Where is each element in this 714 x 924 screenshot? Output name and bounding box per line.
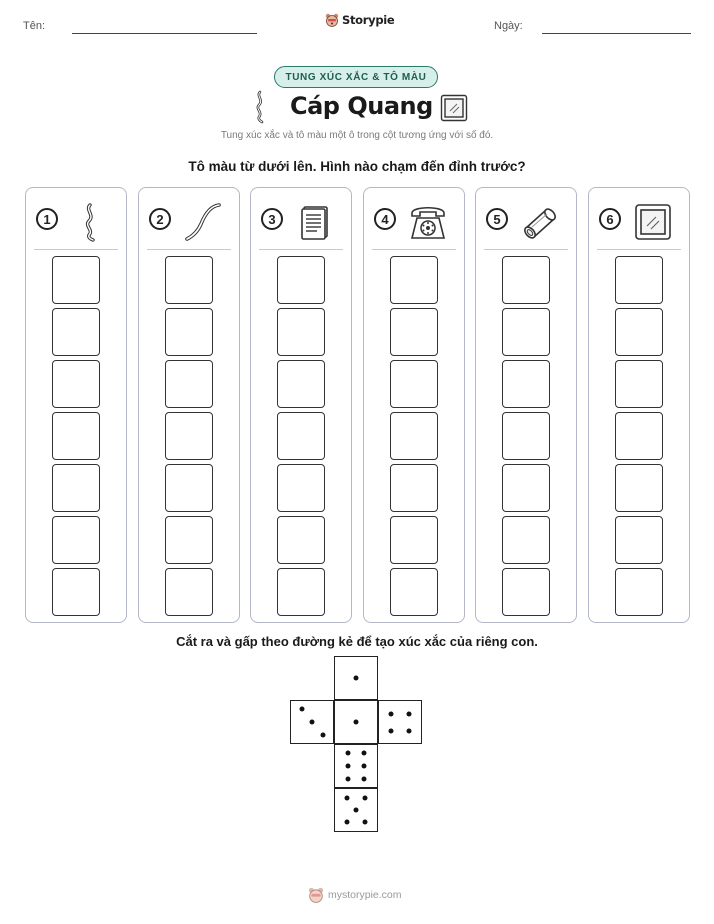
die-pip [354,676,359,681]
die-pip [345,776,350,781]
color-cell[interactable] [165,412,213,460]
bear-logo-icon [325,13,339,27]
cut-instruction: Cắt ra và gấp theo đường kẻ để tạo xúc xắc của riêng con. [176,634,538,649]
color-cell[interactable] [52,568,100,616]
color-cell[interactable] [615,256,663,304]
color-cell[interactable] [502,360,550,408]
color-cell[interactable] [502,308,550,356]
die-face [334,656,378,700]
column-5 [475,187,577,623]
color-cell[interactable] [277,568,325,616]
brand-logo [325,13,394,27]
die-face [290,700,334,744]
column-header [251,202,351,242]
footer-url: mystorypie.com [328,889,402,901]
color-cell[interactable] [52,516,100,564]
color-cell[interactable] [165,256,213,304]
color-cell[interactable] [165,516,213,564]
die-pip [362,776,367,781]
column-header [589,202,689,242]
brand-name: Storypie [342,13,395,27]
date-label: Ngày: [494,20,523,32]
instruction: Tô màu từ dưới lên. Hình nào chạm đến đỉnh trước? [188,159,526,174]
column-divider [484,249,568,250]
color-cell[interactable] [52,360,100,408]
die-pip [344,796,349,801]
telephone-icon [408,202,448,242]
column-number: 6 [599,208,621,230]
color-cell[interactable] [615,568,663,616]
column-number: 4 [374,208,396,230]
color-cell[interactable] [502,412,550,460]
die-pip [388,711,393,716]
color-cell[interactable] [52,256,100,304]
color-cell[interactable] [502,568,550,616]
column-divider [259,249,343,250]
name-line[interactable] [72,33,257,34]
column-divider [147,249,231,250]
document-icon [295,202,335,242]
die-pip [388,729,393,734]
die-pip [299,707,304,712]
die-pip [320,732,325,737]
color-cell[interactable] [277,308,325,356]
color-cell[interactable] [390,308,438,356]
die-pip [345,751,350,756]
color-cell[interactable] [502,516,550,564]
color-cell[interactable] [52,308,100,356]
date-line[interactable] [542,33,691,34]
die-pip [344,819,349,824]
color-cell[interactable] [390,256,438,304]
color-cell[interactable] [277,256,325,304]
column-6 [588,187,690,623]
color-cell[interactable] [390,516,438,564]
die-pip [354,720,359,725]
title-row [0,90,714,128]
color-cell[interactable] [390,412,438,460]
column-4 [363,187,465,623]
column-number: 2 [149,208,171,230]
die-face [334,744,378,788]
column-2 [138,187,240,623]
color-cell[interactable] [390,360,438,408]
die-pip [345,764,350,769]
subtitle: Tung xúc xắc và tô màu một ô trong cột tương ứng với số đó. [220,130,494,141]
die-pip [362,764,367,769]
color-cell[interactable] [615,464,663,512]
column-number: 5 [486,208,508,230]
fiber-strand-icon [183,202,223,242]
column-header [26,202,126,242]
bear-logo-icon [308,887,324,903]
page-title: Cáp Quang [290,92,433,120]
color-cell[interactable] [165,568,213,616]
color-cell[interactable] [277,464,325,512]
cable-icon [250,90,270,124]
cable-icon [70,202,110,242]
color-cell[interactable] [615,516,663,564]
color-cell[interactable] [615,412,663,460]
footer [308,887,402,903]
glass-panel-icon [440,94,468,122]
color-cell[interactable] [390,464,438,512]
color-cell[interactable] [165,308,213,356]
die-pip [354,808,359,813]
column-header [139,202,239,242]
die-face [334,788,378,832]
die-pip [310,720,315,725]
activity-badge: TUNG XÚC XẮC & TÔ MÀU [274,66,438,88]
pipe-icon [520,202,560,242]
color-cell[interactable] [277,360,325,408]
die-face [334,700,378,744]
color-cell[interactable] [52,464,100,512]
name-label: Tên: [23,20,46,32]
column-header [364,202,464,242]
die-face [378,700,422,744]
die-pip [363,796,368,801]
color-cell[interactable] [277,516,325,564]
color-cell[interactable] [52,412,100,460]
die-pip [362,751,367,756]
column-header [476,202,576,242]
column-divider [34,249,118,250]
die-pip [407,729,412,734]
die-pip [407,711,412,716]
column-number: 1 [36,208,58,230]
die-pip [363,819,368,824]
glass-panel-icon [633,202,673,242]
color-cell[interactable] [502,464,550,512]
column-1 [25,187,127,623]
color-cell[interactable] [277,412,325,460]
column-divider [372,249,456,250]
color-cell[interactable] [502,256,550,304]
color-cell[interactable] [165,360,213,408]
color-cell[interactable] [615,308,663,356]
color-cell[interactable] [390,568,438,616]
color-cell[interactable] [615,360,663,408]
column-divider [597,249,681,250]
color-cell[interactable] [165,464,213,512]
column-3 [250,187,352,623]
column-number: 3 [261,208,283,230]
